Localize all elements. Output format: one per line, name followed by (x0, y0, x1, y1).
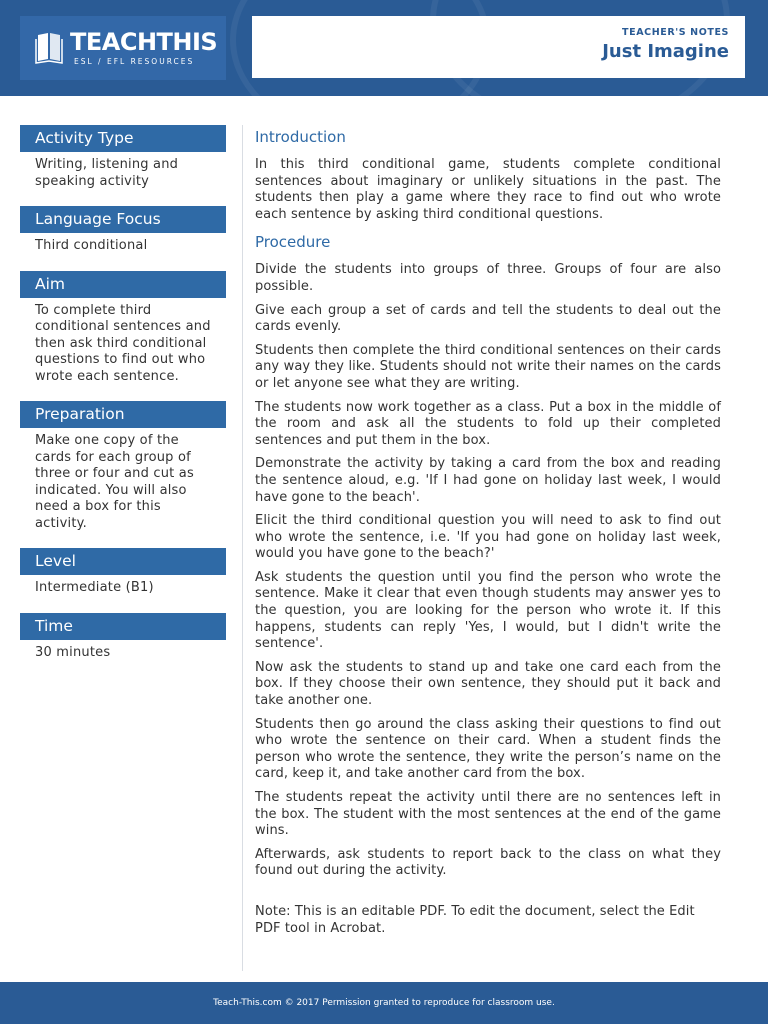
sidebar (20, 125, 226, 677)
sidebar-heading: Preparation (20, 401, 226, 428)
procedure-step: Give each group a set of cards and tell the students to deal out the cards evenly. (255, 302, 721, 335)
procedure-step: Students then complete the third conditional sentences on their cards any way they like. Students should not write their names on the cards or let anyone see what they are writing. (255, 342, 721, 391)
procedure-step: Now ask the students to stand up and take one card each from the box. If they choose their own sentence, they should put it back and take another one. (255, 659, 721, 709)
logo-subtitle: ESL / EFL RESOURCES (74, 57, 195, 66)
notes-label: TEACHER'S NOTES (622, 27, 729, 38)
sidebar-heading: Language Focus (20, 206, 226, 233)
procedure-step: Students then go around the class asking their questions to find out who wrote the sentence on their card. When a student finds the person who wrote the sentence, they write the person’s name on the card, keep it, and take another card from the box. (255, 716, 721, 782)
introduction-heading: Introduction (255, 128, 346, 146)
sidebar-aim (20, 271, 226, 386)
procedure-step: Demonstrate the activity by taking a card from the box and reading the sentence aloud, e.g. 'If I had gone on holiday last week, I would have gone to the beach'. (255, 456, 721, 505)
procedure-step: Elicit the third conditional question you will need to ask to find out who wrote the sentence, i.e. 'If you had gone on holiday last week, would you have gone to the beach?' (255, 513, 721, 562)
sidebar-preparation (20, 401, 226, 532)
sidebar-heading: Activity Type (20, 125, 226, 152)
logo (20, 16, 226, 80)
procedure-step: Ask students the question until you find the person who wrote the sentence. Make it clear that even though students may answer yes to the question, you are looking for the person who wrote it. If this happens, students can reply 'Yes, I would, but I didn't write the sentence'. (255, 569, 721, 652)
sidebar-text: Make one copy of the cards for each group of three or four and cut as indicated. You will also need a box for this activity. (35, 433, 194, 531)
sidebar-heading: Aim (20, 271, 226, 298)
column-divider (242, 125, 243, 971)
sidebar-activity-type (20, 125, 226, 190)
sidebar-language-focus (20, 206, 226, 255)
main-content (255, 128, 721, 944)
footer-text: Teach-This.com © 2017 Permission granted to reproduce for classroom use. (213, 998, 555, 1008)
editable-pdf-note: Note: This is an editable PDF. To edit the document, select the Edit PDF tool in Acrobat. (255, 903, 695, 936)
page-header (0, 0, 768, 96)
procedure-step: The students repeat the activity until there are no sentences left in the box. The student with the most sentences at the end of the game wins. (255, 790, 721, 839)
sidebar-text: Writing, listening and speaking activity (35, 157, 179, 189)
procedure-step: Divide the students into groups of three. Groups of four are also possible. (255, 262, 721, 294)
procedure-step: Afterwards, ask students to report back to the class on what they found out during the activity. (255, 846, 721, 879)
sidebar-text: Third conditional (35, 238, 148, 253)
page-footer (0, 982, 768, 1024)
sidebar-heading: Time (20, 613, 226, 640)
sidebar-text: 30 minutes (35, 644, 111, 660)
notes-title: Just Imagine (602, 41, 729, 62)
book-icon (34, 31, 64, 65)
teachers-notes-box (252, 16, 745, 78)
sidebar-time (20, 613, 226, 662)
procedure-heading: Procedure (255, 233, 331, 252)
introduction-text: In this third conditional game, students complete conditional sentences about imaginary or unlikely situations in the past. The students then play a game where they race to find out who wrote each sentence by asking third conditional questions. (255, 157, 721, 222)
sidebar-heading: Level (20, 548, 226, 575)
sidebar-text: To complete third conditional sentences and then ask third conditional questions to find out who wrote each sentence. (35, 302, 211, 384)
logo-title: TEACHTHIS (70, 28, 218, 56)
procedure-step: The students now work together as a class. Put a box in the middle of the room and ask all the students to fold up their completed sentences and put them in the box. (255, 399, 721, 448)
sidebar-text: Intermediate (B1) (35, 580, 154, 595)
sidebar-level (20, 548, 226, 597)
